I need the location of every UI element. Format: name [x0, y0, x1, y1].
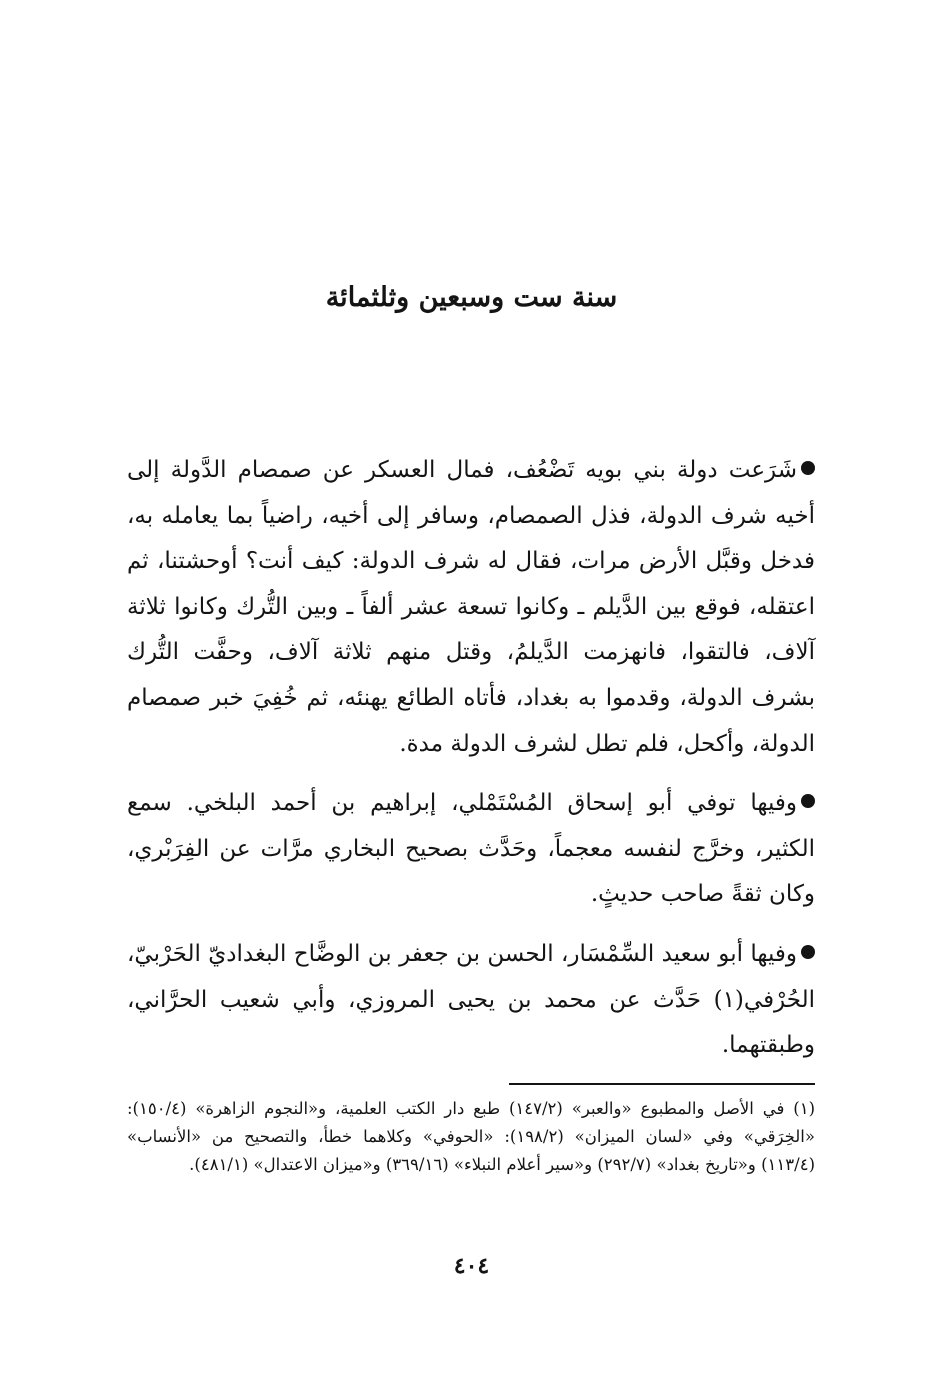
paragraph-2	[127, 781, 815, 918]
paragraph-text: شَرَعت دولة بني بويه تَضْعُف، فمال العسكر عن صمصام الدَّولة إلى أخيه شرف الدولة، فذل الصمصام، وسافر إلى أخيه، راضياً بما يعامله به، فدخل وقبَّل الأرض مرات، فقال له شرف الدولة: كيف أنت؟ أوحشتنا، ثم اعتقله، فوقع بين الدَّيلم ـ وكانوا تسعة عشر ألفاً ـ وبين التُّرك وكانوا ثلاثة آلاف، فالتقوا، فانهزمت الدَّيلمُ، وقتل منهم ثلاثة آلاف، وحفَّت التُّرك بشرف الدولة، وقدموا به بغداد، فأتاه الطائع يهنئه، ثم خُفِيَ خبر صمصام الدولة، وأكحل، فلم تطل لشرف الدولة مدة.	[127, 457, 815, 757]
page-number: ٤٠٤	[453, 1253, 490, 1279]
paragraph-text: وفيها توفي أبو إسحاق المُسْتَمْلي، إبراهيم بن أحمد البلخي. سمع الكثير، وخرَّج لنفسه معجماً، وحَدَّث بصحيح البخاري مرَّات عن الفِرَبْري، وكان ثقةً صاحب حديثٍ.	[127, 790, 815, 908]
footnote-divider	[509, 1083, 815, 1085]
paragraph-3	[127, 932, 815, 1069]
chapter-title: سنة ست وسبعين وثلثمائة	[325, 282, 618, 313]
paragraph-text: وفيها أبو سعيد السِّمْسَار، الحسن بن جعفر بن الوضَّاح البغداديّ الحَرْبيّ، الحُرْفي(١) حَدَّث عن محمد بن يحيى المروزي، وأبي شعيب الحرَّاني، وطبقتهما.	[127, 940, 815, 1059]
paragraph-1	[127, 448, 815, 767]
bullet-icon	[801, 461, 815, 475]
bullet-icon	[801, 794, 815, 808]
footnote: (١) في الأصل والمطبوع «والعبر» (١٤٧/٢) طبع دار الكتب العلمية، و«النجوم الزاهرة» (١٥٠/٤): «الخِرَقي» وفي «لسان الميزان» (١٩٨/٢): «الحوفي» وكلاهما خطأ، والتصحيح من «الأنساب» (١١٣/٤) و«تاريخ بغداد» (٢٩٢/٧) و«سير أعلام النبلاء» (٣٦٩/١٦) و«ميزان الاعتدال» (٤٨١/١).	[127, 1099, 815, 1174]
main-text	[127, 448, 815, 1083]
bullet-icon	[801, 945, 815, 959]
